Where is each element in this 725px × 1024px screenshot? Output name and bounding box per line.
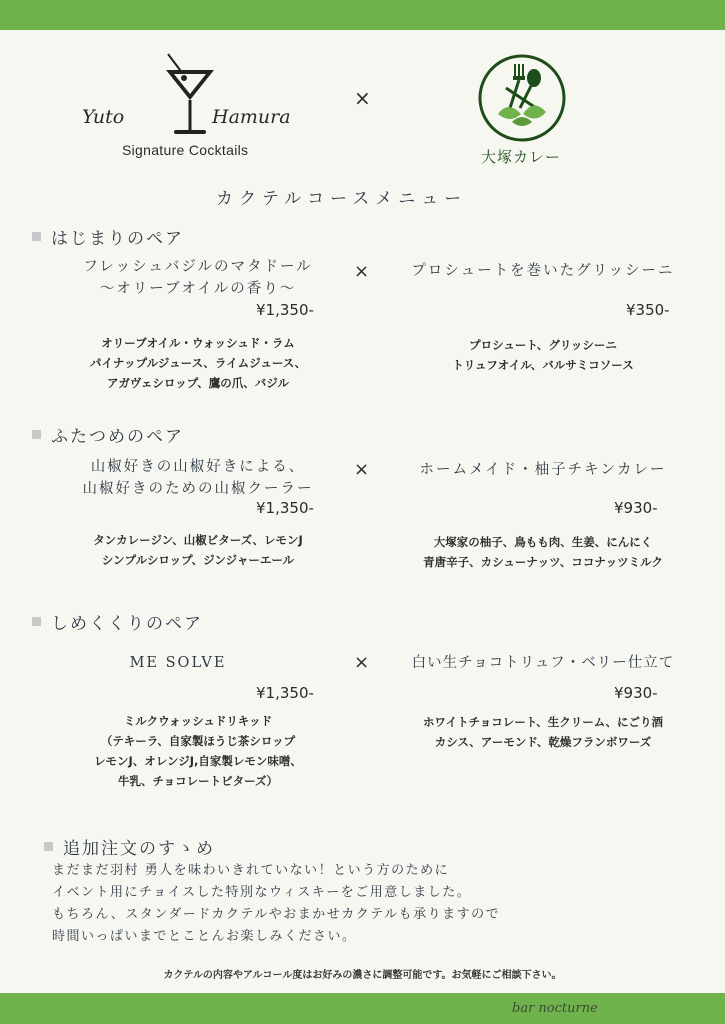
curry-restaurant-logo	[476, 52, 568, 144]
cocktail-ingredients	[52, 333, 344, 393]
menu-title: カクテルコースメニュー	[216, 189, 468, 209]
extra-order-body	[52, 860, 500, 948]
ingredient-line: パイナップルジュース、ライムジュース、	[89, 356, 307, 370]
food-price: ¥350-	[626, 301, 670, 319]
collab-cross: ×	[354, 86, 371, 110]
body-line: もちろん、スタンダードカクテルやおまかせカクテルも承りますので	[52, 907, 501, 922]
extra-order-title-text: 追加注文のすゝめ	[63, 839, 215, 859]
cocktail-ingredients	[52, 711, 344, 791]
ingredient-line: 青唐辛子、カシューナッツ、ココナッツミルク	[423, 555, 663, 569]
food-ingredients	[388, 335, 698, 375]
ingredient-line: ホワイトチョコレート、生クリーム、にごり酒	[422, 715, 664, 729]
dish-line: ME SOLVE	[129, 655, 227, 671]
signature-subtitle: Signature Cocktails	[122, 142, 249, 158]
bullet-square-icon	[32, 430, 41, 439]
body-line: 時間いっぱいまでとことんお楽しみください。	[52, 929, 357, 944]
food-name: ホームメイド・柚子チキンカレー	[419, 462, 667, 478]
section-title-text: はじまりのペア	[51, 229, 184, 249]
bar-signature: bar nocturne	[512, 1001, 598, 1016]
curry-restaurant-name: 大塚カレー	[481, 148, 562, 166]
ingredient-line: レモンJ、オレンジJ,自家製レモン味噌、	[94, 754, 302, 768]
bottom-color-band	[0, 993, 725, 1024]
signature-last-name: Hamura	[212, 106, 291, 128]
food-ingredients	[382, 712, 704, 752]
ingredient-line: ミルクウォッシュドリキッド	[123, 714, 273, 728]
ingredient-line: 牛乳、チョコレートビターズ）	[117, 774, 279, 788]
ingredient-line: 大塚家の柚子、鳥もも肉、生姜、にんにく	[433, 535, 653, 549]
cocktail-price: ¥1,350-	[256, 684, 314, 702]
cocktail-name	[52, 456, 344, 500]
cocktail-name	[52, 652, 304, 674]
cocktail-price: ¥1,350-	[256, 301, 314, 319]
cocktail-name	[52, 256, 344, 300]
section-title-1	[32, 224, 184, 249]
ingredient-line: （テキーラ、自家製ほうじ茶シロップ	[100, 734, 296, 748]
top-color-band	[0, 0, 725, 30]
footnote: カクテルの内容やアルコール度はお好みの濃さに調整可能です。お気軽にご相談下さい。	[163, 970, 562, 981]
ingredient-line: シンプルシロップ、ジンジャーエール	[101, 553, 295, 567]
ingredient-line: トリュフオイル、バルサミコソース	[452, 358, 634, 372]
extra-order-title	[44, 834, 215, 859]
food-price: ¥930-	[614, 684, 658, 702]
section-title-2	[32, 422, 184, 447]
food-ingredients	[382, 532, 704, 572]
pair-cross: ×	[354, 652, 370, 673]
food-name: プロシュートを巻いたグリッシーニ	[411, 263, 675, 279]
pair-cross: ×	[354, 459, 370, 480]
ingredient-line: カシス、アーモンド、乾燥フランボワーズ	[434, 735, 652, 749]
bullet-square-icon	[32, 617, 41, 626]
section-title-text: しめくくりのペア	[51, 614, 203, 634]
food-name: 白い生チョコトリュフ・ベリー仕立て	[411, 655, 675, 671]
cocktail-ingredients	[52, 530, 344, 570]
cocktail-price: ¥1,350-	[256, 499, 314, 517]
cocktail-glass-icon	[160, 52, 220, 142]
ingredient-line: プロシュート、グリッシーニ	[469, 338, 617, 352]
dish-line: 山椒好きの山椒好きによる、	[90, 459, 306, 475]
ingredient-line: オリーブオイル・ウォッシュド・ラム	[101, 336, 295, 350]
section-title-3	[32, 609, 203, 634]
bullet-square-icon	[32, 232, 41, 241]
dish-line: ～オリーブオイルの香り～	[99, 281, 297, 297]
ingredient-line: アガヴェシロップ、鷹の爪、バジル	[107, 376, 289, 390]
body-line: まだまだ羽村 勇人を味わいきれていない！という方のために	[52, 863, 450, 878]
dish-line: フレッシュバジルのマタドール	[83, 259, 313, 275]
dish-line: 山椒好きのための山椒クーラー	[82, 481, 314, 497]
pair-cross: ×	[354, 261, 370, 282]
ingredient-line: タンカレージン、山椒ビターズ、レモンJ	[93, 533, 303, 547]
bullet-square-icon	[44, 842, 53, 851]
food-price: ¥930-	[614, 499, 658, 517]
section-title-text: ふたつめのペア	[51, 427, 184, 447]
signature-first-name: Yuto	[82, 106, 125, 128]
body-line: イベント用にチョイスした特別なウィスキーをご用意しました。	[52, 885, 472, 900]
